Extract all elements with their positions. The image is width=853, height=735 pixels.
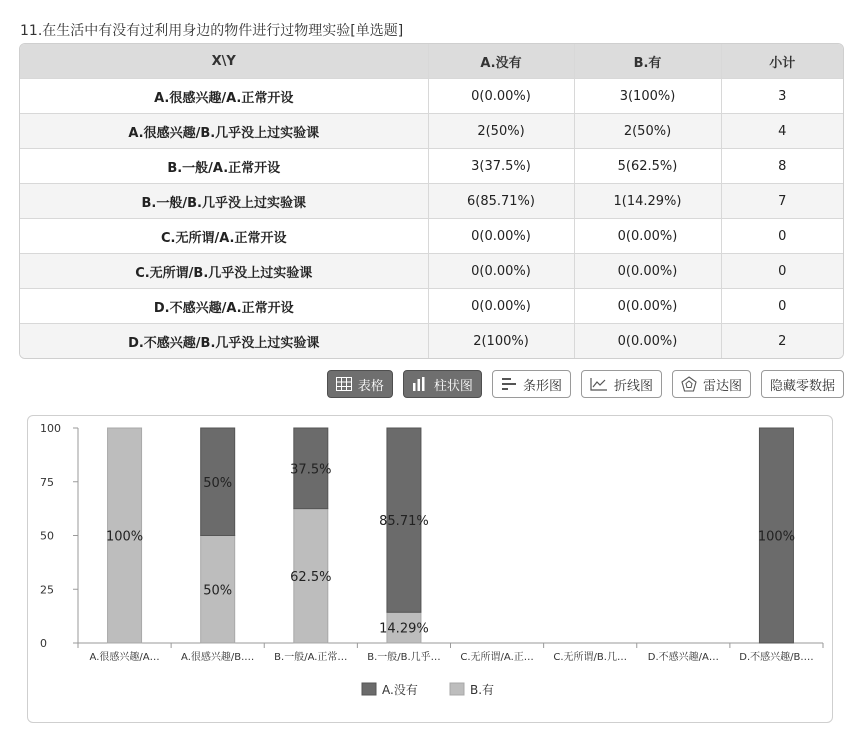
x-tick-label: B.一般/B.几乎…	[367, 652, 441, 663]
header-xy: X\Y	[20, 44, 428, 79]
row-label: A.很感兴趣/A.正常开设	[20, 79, 428, 114]
y-tick-label: 50	[40, 529, 54, 543]
table-row	[20, 149, 843, 184]
x-tick-label: A.很感兴趣/A…	[89, 652, 160, 663]
legend-label: A.没有	[382, 683, 418, 697]
cell-option-a: 0(0.00%)	[428, 79, 574, 114]
cell-option-a: 0(0.00%)	[428, 219, 574, 254]
cell-option-a: 3(37.5%)	[428, 149, 574, 184]
cell-option-b: 0(0.00%)	[574, 289, 721, 324]
data-label: 85.71%	[379, 514, 429, 530]
row-label: C.无所谓/B.几乎没上过实验课	[20, 254, 428, 289]
crosstab-table	[20, 44, 843, 358]
row-label: D.不感兴趣/B.几乎没上过实验课	[20, 324, 428, 359]
data-label: 100%	[105, 529, 144, 545]
y-tick-label: 100	[40, 422, 61, 435]
line-chart-label: 折线图	[613, 378, 653, 394]
question-title: 11.在生活中有没有过利用身边的物件进行过物理实验[单选题]	[20, 23, 404, 39]
header-option-b: B.有	[574, 44, 721, 79]
x-tick-label: A.很感兴趣/B.…	[181, 652, 255, 663]
table-row	[20, 254, 843, 289]
row-label: A.很感兴趣/B.几乎没上过实验课	[20, 114, 428, 149]
y-tick-label: 25	[40, 583, 54, 597]
header-option-a: A.没有	[428, 44, 574, 79]
row-label: B.一般/A.正常开设	[20, 149, 428, 184]
cell-subtotal: 8	[721, 149, 843, 184]
horizontal-bar-label: 条形图	[522, 378, 562, 394]
cell-option-b: 1(14.29%)	[574, 184, 721, 219]
y-tick-label: 75	[40, 475, 54, 489]
x-tick-label: D.不感兴趣/B.…	[739, 652, 814, 663]
hide-zero-data-button[interactable]	[761, 370, 844, 398]
legend-swatch	[362, 683, 376, 695]
table-view-label: 表格	[357, 378, 384, 394]
radar-chart-button[interactable]	[672, 370, 751, 398]
bar-chart-icon	[412, 377, 428, 391]
column-chart-button[interactable]	[403, 370, 482, 398]
cell-subtotal: 0	[721, 219, 843, 254]
stacked-column-chart	[28, 416, 832, 722]
line-chart-button[interactable]	[581, 370, 662, 398]
data-label: 50%	[203, 475, 233, 491]
table-icon	[336, 377, 352, 391]
radar-chart-icon	[681, 376, 697, 392]
crosstab-table-container	[19, 43, 844, 359]
y-tick-label: 0	[40, 637, 47, 650]
cell-subtotal: 4	[721, 114, 843, 149]
cell-subtotal: 7	[721, 184, 843, 219]
data-label: 37.5%	[290, 462, 332, 478]
cell-option-b: 2(50%)	[574, 114, 721, 149]
cell-subtotal: 0	[721, 254, 843, 289]
table-row	[20, 114, 843, 149]
column-chart-label: 柱状图	[433, 378, 473, 394]
horizontal-bar-icon	[501, 377, 517, 391]
x-tick-label: B.一般/A.正常…	[274, 652, 348, 663]
chart-type-toolbar	[327, 370, 844, 398]
cell-option-a: 0(0.00%)	[428, 254, 574, 289]
cell-option-a: 2(50%)	[428, 114, 574, 149]
header-subtotal: 小计	[721, 44, 843, 79]
hide-zero-data-label: 隐藏零数据	[769, 378, 835, 394]
cell-option-b: 0(0.00%)	[574, 219, 721, 254]
table-row	[20, 79, 843, 114]
cell-option-b: 0(0.00%)	[574, 254, 721, 289]
line-chart-icon	[590, 377, 608, 391]
cell-subtotal: 0	[721, 289, 843, 324]
data-label: 50%	[203, 583, 233, 599]
cell-option-b: 0(0.00%)	[574, 324, 721, 359]
cell-option-a: 6(85.71%)	[428, 184, 574, 219]
x-tick-label: C.无所谓/A.正…	[460, 652, 534, 663]
table-header-row	[20, 44, 843, 79]
legend-label: B.有	[470, 683, 495, 697]
radar-chart-label: 雷达图	[702, 378, 742, 394]
data-label: 14.29%	[379, 621, 429, 637]
table-row	[20, 289, 843, 324]
cell-option-a: 0(0.00%)	[428, 289, 574, 324]
row-label: D.不感兴趣/A.正常开设	[20, 289, 428, 324]
cell-option-a: 2(100%)	[428, 324, 574, 359]
x-tick-label: C.无所谓/B.几…	[553, 652, 627, 663]
table-row	[20, 219, 843, 254]
table-view-button[interactable]	[327, 370, 393, 398]
data-label: 62.5%	[290, 569, 332, 585]
table-row	[20, 324, 843, 359]
table-row	[20, 184, 843, 219]
row-label: B.一般/B.几乎没上过实验课	[20, 184, 428, 219]
chart-container	[27, 415, 833, 723]
row-label: C.无所谓/A.正常开设	[20, 219, 428, 254]
cell-option-b: 3(100%)	[574, 79, 721, 114]
cell-subtotal: 2	[721, 324, 843, 359]
cell-subtotal: 3	[721, 79, 843, 114]
legend-swatch	[450, 683, 464, 695]
data-label: 100%	[757, 529, 796, 545]
cell-option-b: 5(62.5%)	[574, 149, 721, 184]
horizontal-bar-chart-button[interactable]	[492, 370, 571, 398]
x-tick-label: D.不感兴趣/A…	[647, 652, 719, 663]
